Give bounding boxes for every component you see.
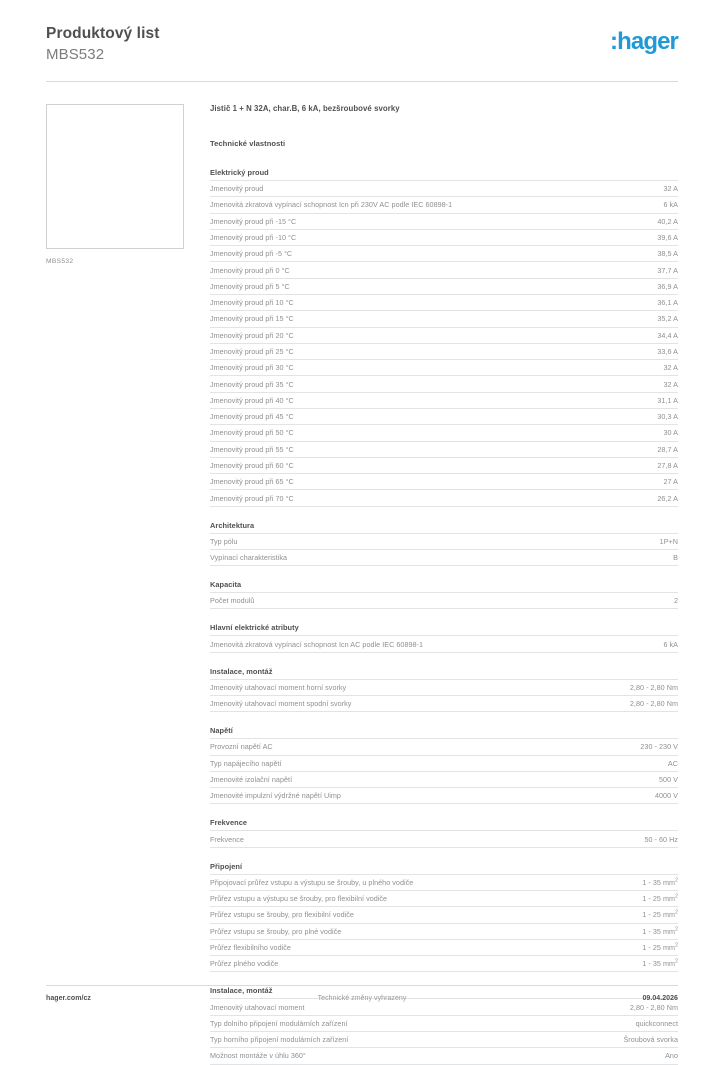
spec-label: Jmenovitý proud při 70 °C bbox=[210, 493, 294, 503]
spec-label: Jmenovitý proud při 30 °C bbox=[210, 363, 294, 373]
spec-value: 35,2 A bbox=[657, 314, 678, 324]
table-row bbox=[210, 907, 678, 923]
specification-table bbox=[210, 738, 678, 804]
table-row bbox=[210, 679, 678, 695]
specification-group bbox=[210, 726, 678, 804]
spec-value: 50 - 60 Hz bbox=[644, 834, 678, 844]
spec-value: 34,4 A bbox=[657, 330, 678, 340]
table-row bbox=[210, 874, 678, 890]
spec-value: 1 - 25 $mm^2$ bbox=[642, 942, 678, 952]
footer-row bbox=[46, 995, 678, 1002]
header-titles bbox=[46, 24, 159, 64]
product-image-column bbox=[46, 104, 197, 265]
table-row bbox=[210, 593, 678, 609]
footer-divider bbox=[46, 985, 678, 986]
table-row bbox=[210, 311, 678, 327]
spec-value: 36,1 A bbox=[657, 298, 678, 308]
specification-group-title: Frekvence bbox=[210, 818, 248, 828]
spec-value: 6 kA bbox=[663, 200, 678, 210]
spec-value: 32 A bbox=[663, 184, 678, 194]
specification-group-title: Elektrický proud bbox=[210, 168, 269, 178]
table-row bbox=[210, 696, 678, 712]
spec-label: Jmenovitý proud při 50 °C bbox=[210, 428, 294, 438]
spec-value: 27,8 A bbox=[657, 460, 678, 470]
page-footer bbox=[46, 985, 678, 1002]
spec-label: Jmenovitý proud při 0 °C bbox=[210, 265, 290, 275]
table-row bbox=[210, 1015, 678, 1031]
table-row bbox=[210, 636, 678, 652]
spec-value: 230 - 230 V bbox=[640, 742, 678, 752]
hager-logo: :hager bbox=[610, 28, 678, 55]
specification-group-title: Architektura bbox=[210, 520, 255, 530]
table-row bbox=[210, 294, 678, 310]
specifications-column bbox=[197, 104, 678, 1065]
specification-table bbox=[210, 679, 678, 713]
footer-date: 09.04.2026 bbox=[642, 995, 679, 1002]
spec-label: Jmenovitý proud při -5 °C bbox=[210, 249, 293, 259]
spec-value: 37,7 A bbox=[657, 265, 678, 275]
spec-value: 32 A bbox=[663, 379, 678, 389]
page-subtitle: MBS532 bbox=[46, 45, 105, 63]
table-row bbox=[210, 457, 678, 473]
spec-value: 6 kA bbox=[663, 639, 678, 649]
spec-label: Průřez vstupu a výstupu se šrouby, pro flexibilní vodiče bbox=[210, 894, 388, 904]
spec-value: 4000 V bbox=[654, 791, 678, 801]
spec-label: Jmenovitý proud při 40 °C bbox=[210, 395, 294, 405]
spec-label: Provozní napětí AC bbox=[210, 742, 273, 752]
table-row bbox=[210, 376, 678, 392]
table-row bbox=[210, 246, 678, 262]
specification-group bbox=[210, 623, 678, 652]
spec-label: Možnost montáže v úhlu 360° bbox=[210, 1051, 306, 1061]
specification-group bbox=[210, 818, 678, 847]
spec-label: Počet modulů bbox=[210, 596, 255, 606]
spec-value: Ano bbox=[665, 1051, 678, 1061]
table-row bbox=[210, 1048, 678, 1064]
spec-value: 38,5 A bbox=[657, 249, 678, 259]
table-row bbox=[210, 181, 678, 197]
table-row bbox=[210, 229, 678, 245]
spec-value: 33,6 A bbox=[657, 346, 678, 356]
spec-value: 1 - 35 $mm^2$ bbox=[642, 926, 678, 936]
table-row bbox=[210, 755, 678, 771]
spec-value: 27 A bbox=[663, 477, 678, 487]
spec-value: 36,9 A bbox=[657, 281, 678, 291]
spec-label: Jmenovitý utahovací moment bbox=[210, 1002, 305, 1012]
table-row bbox=[210, 739, 678, 755]
spec-value: 500 V bbox=[659, 775, 678, 785]
spec-label: Vypínací charakteristika bbox=[210, 553, 287, 563]
spec-value: 1 - 25 $mm^2$ bbox=[642, 910, 678, 920]
spec-value: 2 bbox=[673, 596, 678, 606]
spec-label: Jmenovité izolační napětí bbox=[210, 775, 293, 785]
technical-properties-heading: Technické vlastnosti bbox=[210, 139, 286, 149]
spec-value: AC bbox=[667, 758, 678, 768]
spec-label: Jmenovitý proud při 60 °C bbox=[210, 460, 294, 470]
header-divider bbox=[46, 81, 678, 82]
spec-value: B bbox=[673, 553, 678, 563]
spec-label: Průřez vstupu se šrouby, pro flexibilní vodiče bbox=[210, 910, 354, 920]
spec-value: 2,80 - 2,80 Nm bbox=[629, 699, 678, 709]
specification-group bbox=[210, 580, 678, 609]
table-row bbox=[210, 278, 678, 294]
specification-group-title: Hlavní elektrické atributy bbox=[210, 623, 299, 633]
table-row bbox=[210, 213, 678, 229]
superscript-two: 2 bbox=[675, 893, 678, 900]
specification-table bbox=[210, 635, 678, 652]
specification-group-title: Instalace, montáž bbox=[210, 986, 273, 996]
spec-value: Šroubová svorka bbox=[623, 1035, 678, 1045]
spec-label: Jmenovitý proud bbox=[210, 184, 264, 194]
spec-label: Průřez plného vodiče bbox=[210, 959, 279, 969]
spec-label: Připojovací průřez vstupu a výstupu se šrouby, u plného vodiče bbox=[210, 877, 414, 887]
spec-label: Jmenovitý proud při 5 °C bbox=[210, 281, 290, 291]
table-row bbox=[210, 956, 678, 972]
spec-label: Jmenovitý utahovací moment horní svorky bbox=[210, 682, 347, 692]
table-row bbox=[210, 474, 678, 490]
table-row bbox=[210, 441, 678, 457]
table-row bbox=[210, 939, 678, 955]
spec-label: Typ dolního připojení modulárních zařízení bbox=[210, 1018, 348, 1028]
spec-label: Typ napájecího napětí bbox=[210, 758, 282, 768]
superscript-two: 2 bbox=[675, 926, 678, 933]
specification-group bbox=[210, 521, 678, 567]
spec-label: Průřez flexibilního vodiče bbox=[210, 943, 291, 952]
superscript-two: 2 bbox=[675, 942, 678, 949]
spec-value: 30 A bbox=[663, 428, 678, 438]
table-row bbox=[210, 262, 678, 278]
specification-table bbox=[210, 180, 678, 507]
product-image-caption: MBS532 bbox=[46, 258, 74, 266]
spec-label: Jmenovitý proud při 20 °C bbox=[210, 330, 294, 340]
specification-table bbox=[210, 592, 678, 609]
table-row bbox=[210, 533, 678, 549]
specification-group-title: Instalace, montáž bbox=[210, 666, 273, 676]
spec-value: 28,7 A bbox=[657, 444, 678, 454]
footer-disclaimer: Technické změny vyhrazeny bbox=[317, 995, 407, 1002]
spec-label: Frekvence bbox=[210, 834, 244, 844]
spec-value: 1P+N bbox=[659, 536, 678, 546]
spec-value: 40,2 A bbox=[657, 216, 678, 226]
spec-value: 2,80 - 2,80 Nm bbox=[629, 682, 678, 692]
footer-website[interactable]: hager.com/cz bbox=[46, 995, 91, 1002]
superscript-two: 2 bbox=[675, 877, 678, 884]
spec-value: 2,80 - 2,80 Nm bbox=[629, 1002, 678, 1012]
table-row bbox=[210, 408, 678, 424]
table-row bbox=[210, 788, 678, 804]
table-row bbox=[210, 327, 678, 343]
spec-label: Jmenovitý proud při 25 °C bbox=[210, 346, 294, 356]
spec-label: Jmenovitý utahovací moment spodní svorky bbox=[210, 699, 352, 709]
specification-table bbox=[210, 533, 678, 567]
specification-group bbox=[210, 168, 678, 507]
spec-label: Jmenovité impulzní výdržné napětí Uimp bbox=[210, 791, 341, 801]
spec-label: Jmenovitý proud při 55 °C bbox=[210, 444, 294, 454]
table-row bbox=[210, 425, 678, 441]
superscript-two: 2 bbox=[675, 910, 678, 917]
spec-label: Typ pólu bbox=[210, 536, 238, 546]
spec-label: Jmenovitý proud při 15 °C bbox=[210, 314, 294, 324]
spec-label: Jmenovitý proud při -15 °C bbox=[210, 216, 297, 226]
spec-value: 32 A bbox=[663, 363, 678, 373]
specification-group bbox=[210, 862, 678, 973]
spec-value: 31,1 A bbox=[657, 395, 678, 405]
superscript-two: 2 bbox=[675, 958, 678, 965]
specification-group-title: Kapacita bbox=[210, 580, 242, 590]
spec-value: 1 - 35 $mm^2$ bbox=[642, 877, 678, 887]
table-row bbox=[210, 197, 678, 213]
spec-label: Typ horního připojení modulárních zařízení bbox=[210, 1035, 349, 1045]
table-row bbox=[210, 923, 678, 939]
spec-label: Průřez vstupu se šrouby, pro plné vodiče bbox=[210, 926, 342, 936]
specification-table bbox=[210, 830, 678, 847]
spec-value: 30,3 A bbox=[657, 412, 678, 422]
table-row bbox=[210, 831, 678, 847]
product-name: Jistič 1 + N 32A, char.B, 6 kA, bezšroubové svorky bbox=[210, 104, 400, 114]
spec-label: Jmenovitá zkratová vypínací schopnost Icn AC podle IEC 60898-1 bbox=[210, 639, 424, 649]
spec-label: Jmenovitý proud při 10 °C bbox=[210, 298, 294, 308]
table-row bbox=[210, 490, 678, 506]
page-content bbox=[46, 104, 678, 1065]
spec-label: Jmenovitý proud při -10 °C bbox=[210, 233, 297, 242]
table-row bbox=[210, 343, 678, 359]
spec-value: 39,6 A bbox=[657, 233, 678, 242]
specification-group-title: Připojení bbox=[210, 861, 243, 871]
specification-table bbox=[210, 998, 678, 1064]
spec-value: 26,2 A bbox=[657, 493, 678, 503]
table-row bbox=[210, 1031, 678, 1047]
table-row bbox=[210, 771, 678, 787]
page-title: Produktový list bbox=[46, 25, 160, 42]
specification-table bbox=[210, 874, 678, 973]
spec-value: 1 - 35 $mm^2$ bbox=[642, 958, 678, 969]
table-row bbox=[210, 360, 678, 376]
spec-label: Jmenovitá zkratová vypínací schopnost Icn při 230V AC podle IEC 60898-1 bbox=[210, 200, 453, 210]
spec-value: quickconnect bbox=[635, 1018, 678, 1028]
product-image bbox=[46, 104, 184, 249]
specification-group bbox=[210, 667, 678, 713]
page-header bbox=[46, 0, 678, 64]
table-row bbox=[210, 549, 678, 565]
spec-label: Jmenovitý proud při 65 °C bbox=[210, 477, 294, 487]
spec-label: Jmenovitý proud při 45 °C bbox=[210, 412, 294, 422]
table-row bbox=[210, 891, 678, 907]
spec-value: 1 - 25 $mm^2$ bbox=[642, 893, 678, 904]
table-row bbox=[210, 392, 678, 408]
specification-groups bbox=[210, 168, 678, 1065]
specification-group-title: Napětí bbox=[210, 726, 233, 736]
spec-label: Jmenovitý proud při 35 °C bbox=[210, 379, 294, 389]
